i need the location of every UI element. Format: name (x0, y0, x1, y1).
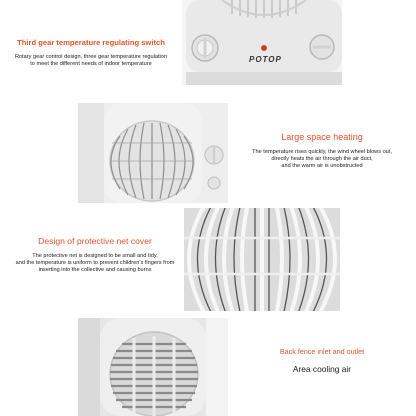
section-1-line-2: to meet the different needs of indoor temperature (30, 61, 152, 68)
section-4-subtitle: Area cooling air (292, 364, 352, 374)
section-3-line-1: The protective net is designed to be small and tidy, (32, 253, 158, 259)
section-1-description (0, 54, 182, 68)
section-2-title: Large space heating (281, 132, 363, 142)
section-3-line-2: and the temperature is uniform to prevent children's fingers from (15, 260, 175, 267)
back-fence-photo (78, 318, 228, 416)
control-panel-photo (182, 0, 342, 85)
section-3-title: Design of protective net cover (38, 236, 152, 246)
section-3-line-3: inserting into the collective and causing burns (38, 267, 152, 274)
section-2-line-2: directly heats the air through the air duct, (271, 156, 373, 163)
section-1-title: Third gear temperature regulating switch (17, 38, 165, 47)
brand-logo: POTOP (249, 55, 282, 64)
section-1-line-1: Rotary gear control design, three gear temperature regulation (14, 54, 168, 60)
section-3-description (0, 253, 190, 275)
section-2-description (228, 149, 416, 171)
heater-front-photo (78, 103, 228, 203)
section-2-line-3: and the warm air is unobstructed (281, 163, 363, 170)
section-4-title: Back fence inlet and outlet (279, 347, 365, 356)
section-2-line-1: The temperature rises quickly, the wind wheel blows out, (252, 149, 392, 155)
protective-grille-photo (184, 208, 340, 311)
